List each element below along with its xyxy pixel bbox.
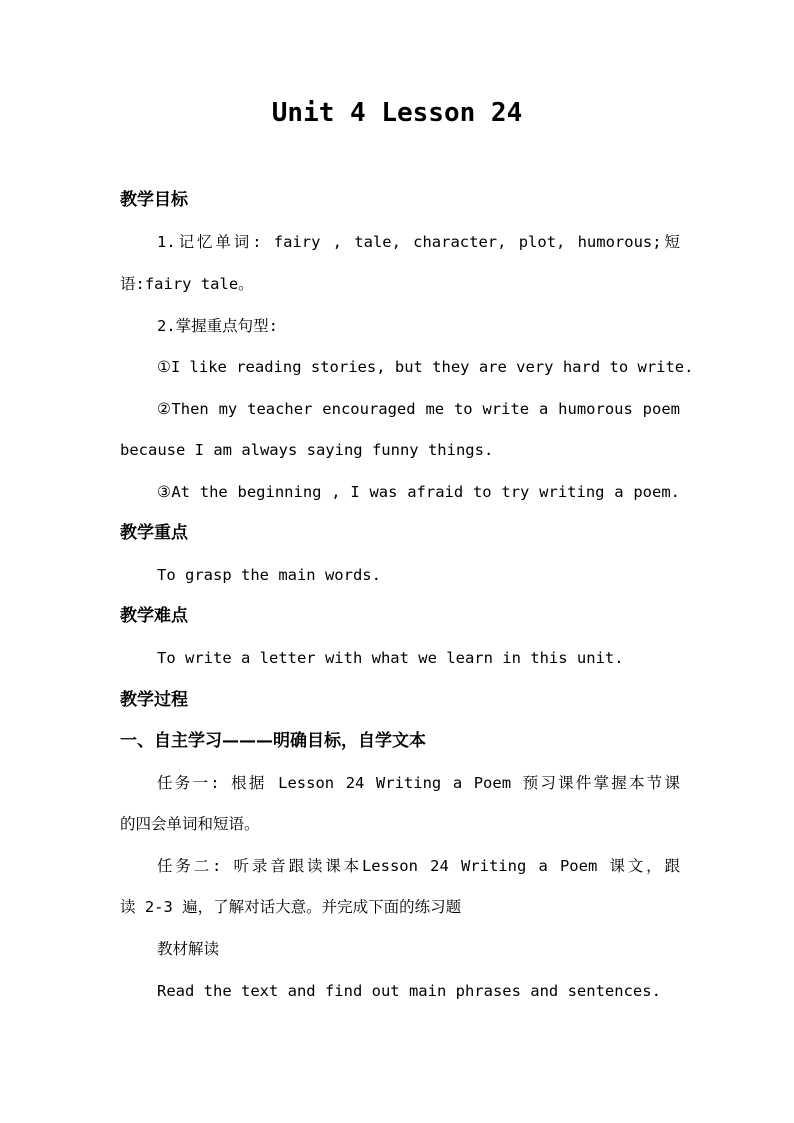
page-title: Unit 4 Lesson 24: [271, 98, 523, 128]
key-sentence-1: ①I like reading stories, but they are very hard to write.: [157, 358, 694, 376]
vocab-line-1: 1.记忆单词: fairy , tale, character, plot, humorous;短: [157, 233, 680, 251]
task-1-line-2: 的四会单词和短语。: [120, 815, 260, 833]
key-sentence-2-line-1: ②Then my teacher encouraged me to write a humorous poem: [157, 400, 680, 418]
task-2-line-2: 读 2-3 遍，了解对话大意。并完成下面的练习题: [120, 898, 462, 916]
key-sentence-3: ③At the beginning , I was afraid to try writing a poem.: [157, 483, 680, 501]
vocab-line-2: 语:fairy tale。: [120, 275, 254, 293]
process-heading: 教学过程: [120, 690, 188, 710]
task-2-line-1: 任务二: 听录音跟读课本Lesson 24 Writing a Poem 课文，跟: [157, 857, 680, 875]
difficulties-text: To write a letter with what we learn in this unit.: [157, 649, 624, 667]
section-1-heading: 一、自主学习———明确目标，自学文本: [120, 731, 426, 751]
sentences-intro: 2.掌握重点句型:: [157, 317, 278, 335]
difficulties-heading: 教学难点: [120, 606, 188, 626]
task-1-line-1: 任务一: 根据 Lesson 24 Writing a Poem 预习课件掌握本节课: [157, 774, 680, 792]
key-sentence-2-line-2: because I am always saying funny things.: [120, 441, 494, 459]
objectives-heading: 教学目标: [120, 190, 188, 210]
key-points-heading: 教学重点: [120, 523, 188, 543]
key-points-text: To grasp the main words.: [157, 566, 381, 584]
material-heading: 教材解读: [157, 940, 220, 958]
material-text: Read the text and find out main phrases and sentences.: [157, 982, 661, 1000]
